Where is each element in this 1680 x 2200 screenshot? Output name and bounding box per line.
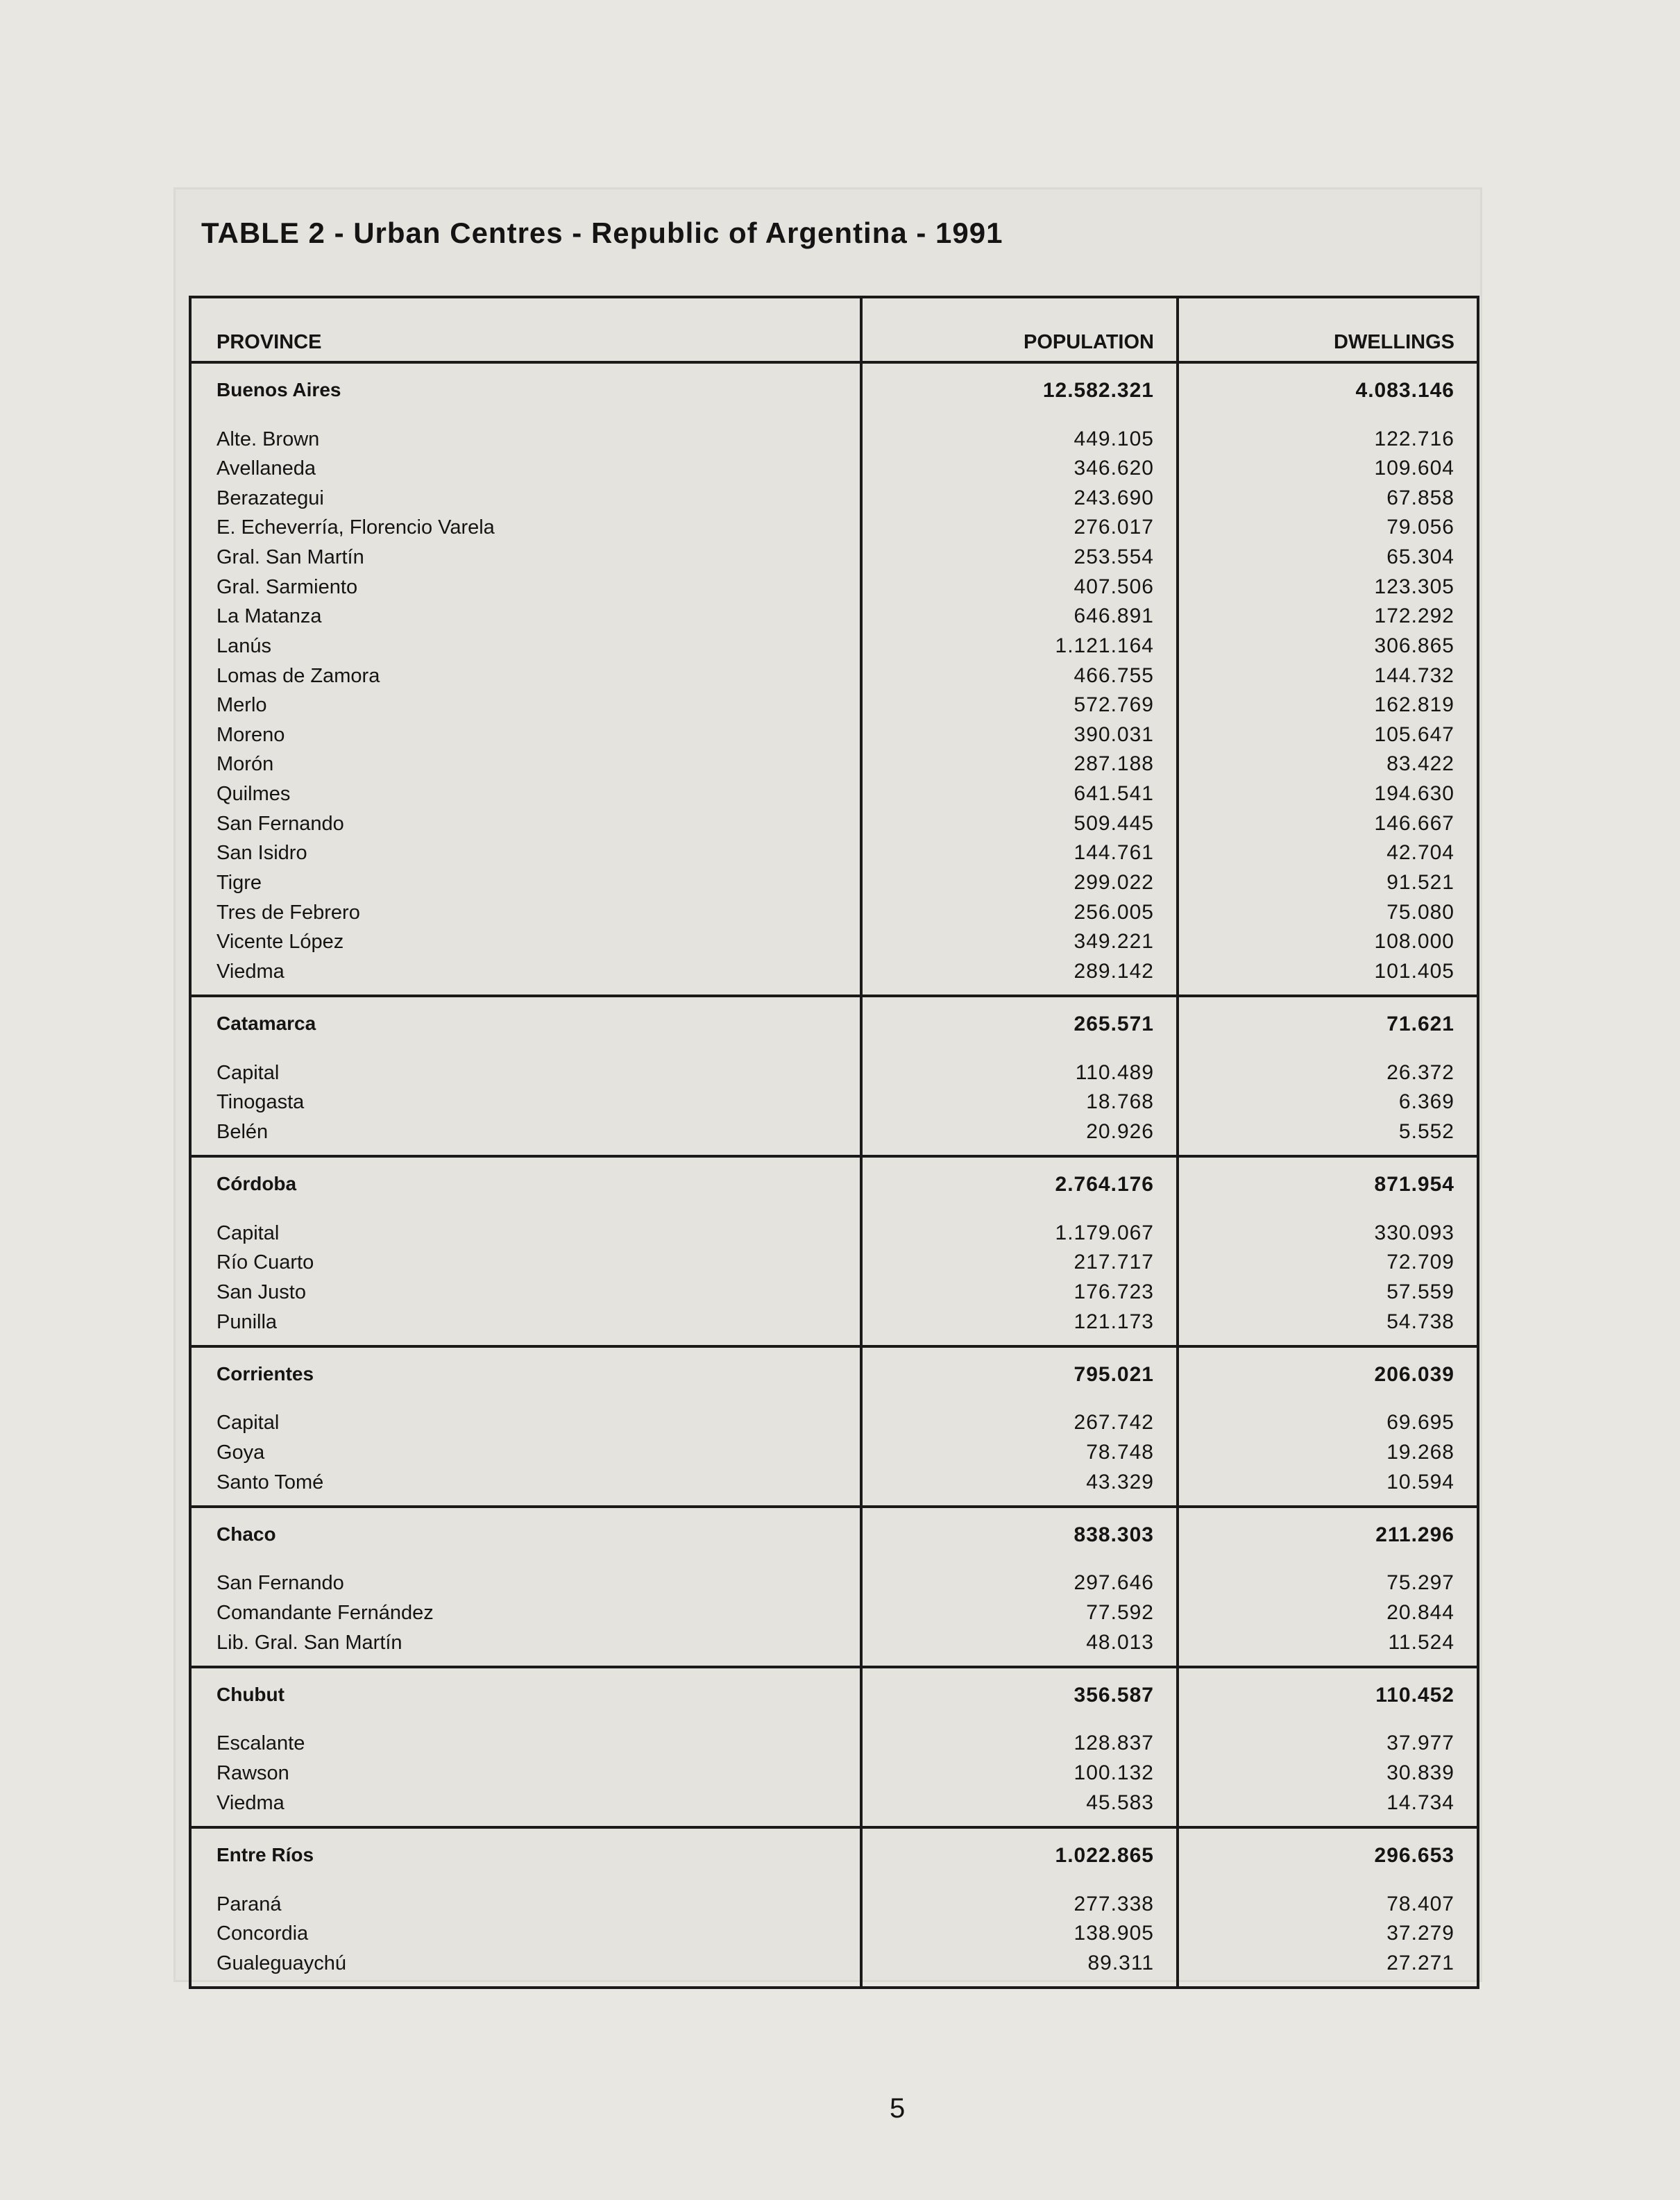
locality-name: San Fernando	[217, 812, 344, 835]
locality-name: Capital	[217, 1412, 280, 1435]
province-dwellings: 4.083.146	[1178, 362, 1477, 425]
locality-row	[192, 1890, 1477, 1920]
locality-dwellings: 123.305	[1178, 573, 1477, 603]
locality-name: Viedma	[217, 960, 285, 983]
locality-dwellings: 75.080	[1178, 899, 1477, 929]
province-group	[192, 1346, 1477, 1507]
locality-population: 256.005	[861, 899, 1178, 929]
locality-population: 48.013	[861, 1629, 1178, 1667]
locality-row	[192, 1118, 1477, 1156]
locality-dwellings: 91.521	[1178, 869, 1477, 899]
province-name: Entre Ríos	[192, 1827, 861, 1890]
locality-name: Moreno	[217, 723, 285, 746]
locality-population: 128.837	[861, 1729, 1178, 1759]
locality-population: 572.769	[861, 691, 1178, 721]
locality-name: Merlo	[217, 694, 267, 717]
locality-row	[192, 1759, 1477, 1789]
locality-row	[192, 543, 1477, 573]
locality-dwellings: 101.405	[1178, 958, 1477, 996]
province-row	[192, 1507, 1477, 1570]
province-row	[192, 1667, 1477, 1730]
locality-row	[192, 632, 1477, 662]
locality-population: 390.031	[861, 721, 1178, 751]
locality-dwellings: 144.732	[1178, 662, 1477, 692]
locality-dwellings: 30.839	[1178, 1759, 1477, 1789]
locality-population: 89.311	[861, 1949, 1178, 1986]
locality-name: Rawson	[217, 1762, 289, 1785]
locality-row	[192, 958, 1477, 996]
province-row	[192, 362, 1477, 425]
locality-dwellings: 37.279	[1178, 1920, 1477, 1949]
locality-row	[192, 573, 1477, 603]
province-dwellings: 296.653	[1178, 1827, 1477, 1890]
locality-dwellings: 75.297	[1178, 1569, 1477, 1599]
locality-dwellings: 79.056	[1178, 514, 1477, 543]
locality-population: 1.179.067	[861, 1219, 1178, 1249]
locality-dwellings: 108.000	[1178, 928, 1477, 958]
locality-population: 176.723	[861, 1278, 1178, 1308]
locality-name: Gualeguaychú	[217, 1952, 347, 1974]
locality-population: 18.768	[861, 1088, 1178, 1118]
locality-population: 646.891	[861, 602, 1178, 632]
locality-name: Berazategui	[217, 486, 324, 509]
locality-row	[192, 662, 1477, 692]
locality-population: 277.338	[861, 1890, 1178, 1920]
locality-row	[192, 1469, 1477, 1507]
locality-population: 100.132	[861, 1759, 1178, 1789]
locality-row	[192, 810, 1477, 840]
locality-dwellings: 54.738	[1178, 1308, 1477, 1346]
locality-population: 77.592	[861, 1599, 1178, 1629]
locality-row	[192, 1729, 1477, 1759]
locality-name: E. Echeverría, Florencio Varela	[217, 516, 495, 539]
locality-row	[192, 484, 1477, 514]
locality-dwellings: 26.372	[1178, 1059, 1477, 1089]
locality-name: San Fernando	[217, 1572, 344, 1595]
province-dwellings: 871.954	[1178, 1156, 1477, 1219]
locality-name: Comandante Fernández	[217, 1602, 434, 1625]
locality-population: 297.646	[861, 1569, 1178, 1599]
province-group	[192, 1827, 1477, 1986]
province-population: 12.582.321	[861, 362, 1178, 425]
locality-dwellings: 306.865	[1178, 632, 1477, 662]
locality-population: 509.445	[861, 810, 1178, 840]
locality-name: Tigre	[217, 871, 262, 894]
locality-dwellings: 194.630	[1178, 780, 1477, 810]
table-title: TABLE 2 - Urban Centres - Republic of Argentina - 1991	[201, 217, 1003, 249]
locality-population: 1.121.164	[861, 632, 1178, 662]
locality-name: La Matanza	[217, 605, 322, 628]
locality-dwellings: 330.093	[1178, 1219, 1477, 1249]
locality-row	[192, 1278, 1477, 1308]
header-province: PROVINCE	[192, 298, 861, 362]
locality-name: Punilla	[217, 1310, 278, 1333]
province-dwellings: 71.621	[1178, 996, 1477, 1059]
locality-dwellings: 67.858	[1178, 484, 1477, 514]
province-name: Chubut	[192, 1667, 861, 1730]
locality-name: Río Cuarto	[217, 1251, 314, 1274]
locality-row	[192, 721, 1477, 751]
locality-name: Capital	[217, 1221, 280, 1244]
locality-dwellings: 105.647	[1178, 721, 1477, 751]
locality-row	[192, 425, 1477, 455]
locality-population: 78.748	[861, 1439, 1178, 1469]
header-population: POPULATION	[861, 298, 1178, 362]
locality-dwellings: 172.292	[1178, 602, 1477, 632]
locality-name: Santo Tomé	[217, 1471, 324, 1494]
locality-population: 289.142	[861, 958, 1178, 996]
locality-population: 138.905	[861, 1920, 1178, 1949]
locality-population: 346.620	[861, 455, 1178, 484]
locality-population: 299.022	[861, 869, 1178, 899]
urban-centres-table	[189, 296, 1479, 1989]
province-group	[192, 1667, 1477, 1827]
locality-row	[192, 1789, 1477, 1827]
locality-row	[192, 1219, 1477, 1249]
locality-name: Tres de Febrero	[217, 901, 360, 924]
locality-name: San Justo	[217, 1280, 306, 1303]
locality-name: Lomas de Zamora	[217, 664, 380, 687]
locality-population: 466.755	[861, 662, 1178, 692]
locality-population: 43.329	[861, 1469, 1178, 1507]
header-dwellings: DWELLINGS	[1178, 298, 1477, 362]
locality-dwellings: 109.604	[1178, 455, 1477, 484]
locality-row	[192, 750, 1477, 780]
province-name: Corrientes	[192, 1346, 861, 1410]
locality-population: 407.506	[861, 573, 1178, 603]
locality-dwellings: 11.524	[1178, 1629, 1477, 1667]
locality-name: Capital	[217, 1061, 280, 1084]
locality-name: Concordia	[217, 1922, 309, 1945]
locality-population: 121.173	[861, 1308, 1178, 1346]
locality-name: Quilmes	[217, 783, 291, 806]
locality-row	[192, 780, 1477, 810]
locality-name: Tinogasta	[217, 1091, 305, 1114]
page-number: 5	[890, 2093, 906, 2124]
locality-dwellings: 37.977	[1178, 1729, 1477, 1759]
locality-row	[192, 928, 1477, 958]
province-name: Buenos Aires	[217, 379, 341, 400]
locality-population: 641.541	[861, 780, 1178, 810]
locality-name: Avellaneda	[217, 457, 316, 480]
locality-row	[192, 691, 1477, 721]
locality-dwellings: 6.369	[1178, 1088, 1477, 1118]
locality-row	[192, 1439, 1477, 1469]
locality-name: Gral. Sarmiento	[217, 575, 358, 598]
locality-row	[192, 839, 1477, 869]
locality-population: 267.742	[861, 1409, 1178, 1439]
province-group	[192, 362, 1477, 996]
locality-population: 349.221	[861, 928, 1178, 958]
locality-population: 287.188	[861, 750, 1178, 780]
locality-name: Escalante	[217, 1732, 305, 1755]
province-population: 2.764.176	[861, 1156, 1178, 1219]
province-name: Catamarca	[192, 996, 861, 1059]
locality-name: Viedma	[217, 1791, 285, 1814]
locality-row	[192, 1599, 1477, 1629]
province-row	[192, 996, 1477, 1059]
locality-dwellings: 78.407	[1178, 1890, 1477, 1920]
locality-dwellings: 83.422	[1178, 750, 1477, 780]
locality-population: 20.926	[861, 1118, 1178, 1156]
locality-dwellings: 162.819	[1178, 691, 1477, 721]
locality-name: Belén	[217, 1120, 269, 1143]
locality-dwellings: 146.667	[1178, 810, 1477, 840]
province-row	[192, 1827, 1477, 1890]
locality-dwellings: 14.734	[1178, 1789, 1477, 1827]
locality-row	[192, 602, 1477, 632]
locality-dwellings: 20.844	[1178, 1599, 1477, 1629]
province-group	[192, 996, 1477, 1156]
province-dwellings: 110.452	[1178, 1667, 1477, 1730]
locality-population: 243.690	[861, 484, 1178, 514]
locality-population: 110.489	[861, 1059, 1178, 1089]
locality-name: Lib. Gral. San Martín	[217, 1631, 402, 1654]
locality-name: Paraná	[217, 1893, 282, 1915]
province-population: 265.571	[861, 996, 1178, 1059]
province-row	[192, 1346, 1477, 1410]
locality-row	[192, 1629, 1477, 1667]
locality-name: Goya	[217, 1441, 265, 1464]
locality-dwellings: 122.716	[1178, 425, 1477, 455]
locality-row	[192, 1569, 1477, 1599]
locality-population: 144.761	[861, 839, 1178, 869]
province-name: Córdoba	[192, 1156, 861, 1219]
locality-dwellings: 27.271	[1178, 1949, 1477, 1986]
locality-row	[192, 1249, 1477, 1278]
locality-name: San Isidro	[217, 842, 307, 865]
locality-dwellings: 65.304	[1178, 543, 1477, 573]
province-population: 838.303	[861, 1507, 1178, 1570]
header-row	[192, 298, 1477, 362]
locality-dwellings: 19.268	[1178, 1439, 1477, 1469]
locality-population: 45.583	[861, 1789, 1178, 1827]
locality-name: Lanús	[217, 634, 272, 657]
locality-name: Alte. Brown	[217, 428, 320, 450]
locality-row	[192, 1920, 1477, 1949]
locality-dwellings: 5.552	[1178, 1118, 1477, 1156]
locality-population: 449.105	[861, 425, 1178, 455]
province-name: Chaco	[192, 1507, 861, 1570]
locality-row	[192, 1088, 1477, 1118]
province-group	[192, 1507, 1477, 1667]
locality-row	[192, 455, 1477, 484]
locality-row	[192, 869, 1477, 899]
locality-row	[192, 514, 1477, 543]
locality-population: 276.017	[861, 514, 1178, 543]
locality-row	[192, 1308, 1477, 1346]
province-population: 795.021	[861, 1346, 1178, 1410]
locality-dwellings: 72.709	[1178, 1249, 1477, 1278]
province-row	[192, 1156, 1477, 1219]
locality-name: Gral. San Martín	[217, 546, 364, 569]
locality-dwellings: 57.559	[1178, 1278, 1477, 1308]
province-group	[192, 1156, 1477, 1346]
locality-population: 253.554	[861, 543, 1178, 573]
locality-row	[192, 899, 1477, 929]
locality-dwellings: 69.695	[1178, 1409, 1477, 1439]
locality-name: Morón	[217, 753, 274, 776]
locality-name: Vicente López	[217, 931, 344, 954]
locality-row	[192, 1949, 1477, 1986]
province-population: 356.587	[861, 1667, 1178, 1730]
locality-row	[192, 1409, 1477, 1439]
province-dwellings: 206.039	[1178, 1346, 1477, 1410]
locality-row	[192, 1059, 1477, 1089]
locality-population: 217.717	[861, 1249, 1178, 1278]
province-dwellings: 211.296	[1178, 1507, 1477, 1570]
province-population: 1.022.865	[861, 1827, 1178, 1890]
locality-dwellings: 10.594	[1178, 1469, 1477, 1507]
locality-dwellings: 42.704	[1178, 839, 1477, 869]
